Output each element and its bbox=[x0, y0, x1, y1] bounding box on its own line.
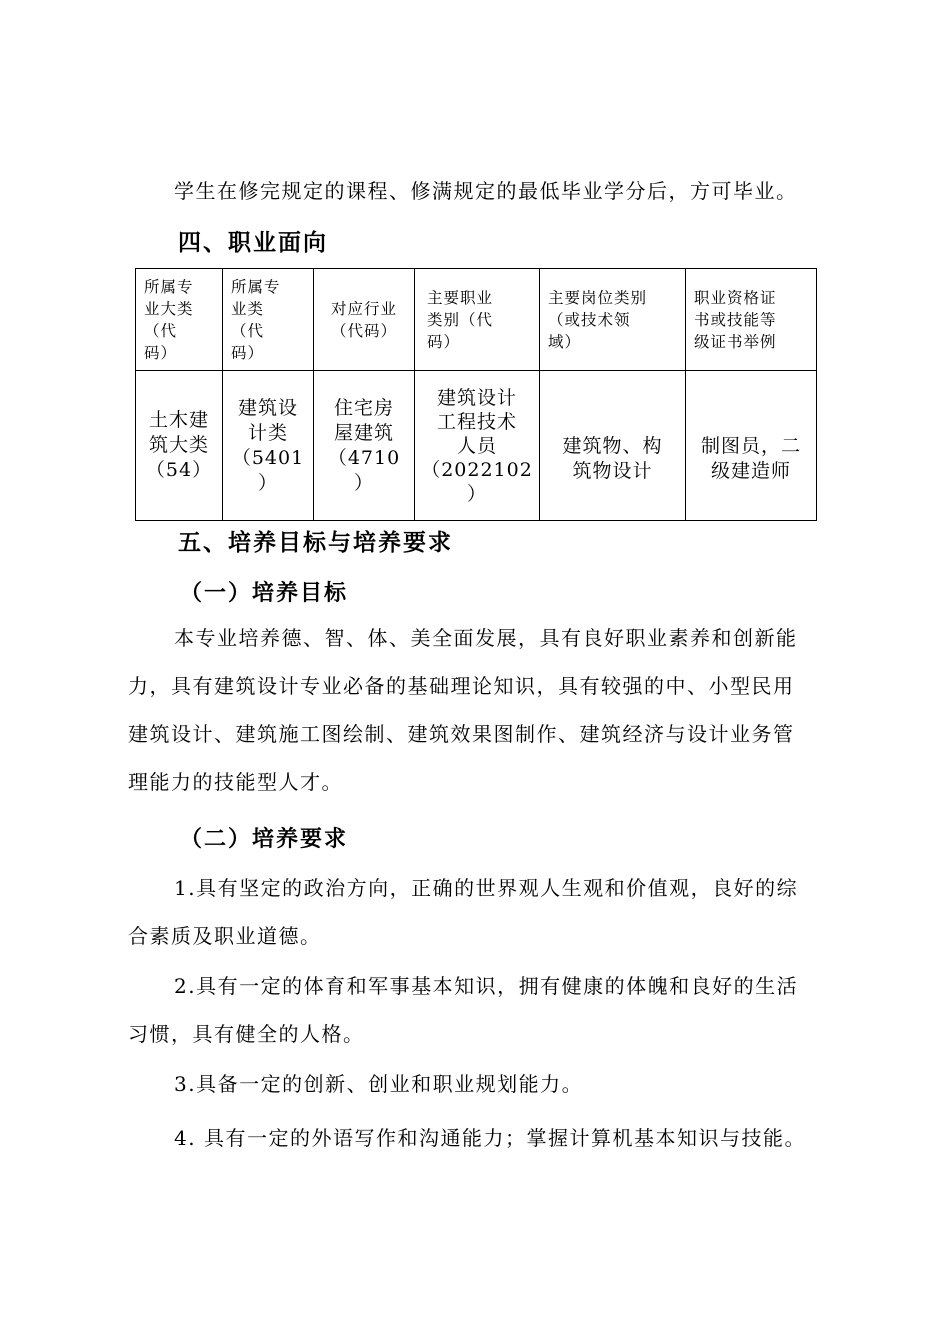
table-header-row bbox=[136, 269, 817, 371]
cell-job-category: 建筑物、构 筑物设计 bbox=[540, 371, 686, 521]
subsection-heading-training-requirements: （二）培养要求 bbox=[180, 827, 349, 852]
paragraph-line: 本专业培养德、智、体、美全面发展，具有良好职业素养和创新能 bbox=[174, 626, 798, 650]
paragraph-line: 习惯，具有健全的人格。 bbox=[128, 1022, 365, 1046]
paragraph-line: 3.具备一定的创新、创业和职业规划能力。 bbox=[174, 1072, 584, 1096]
paragraph-line: 2.具有一定的体育和军事基本知识，拥有健康的体魄和良好的生活 bbox=[174, 974, 799, 998]
paragraph-line: 合素质及职业道德。 bbox=[128, 924, 322, 948]
header-cell-occupation: 主要职业 类别（代 码） bbox=[415, 269, 540, 371]
graduation-requirement-paragraph bbox=[128, 167, 828, 215]
requirement-1-paragraph bbox=[128, 864, 828, 960]
requirement-4-paragraph bbox=[128, 1114, 828, 1162]
header-cell-industry: 对应行业 （代码） bbox=[314, 269, 415, 371]
table-row bbox=[136, 371, 817, 521]
paragraph-line: 建筑设计、建筑施工图绘制、建筑效果图制作、建筑经济与设计业务管 bbox=[128, 722, 795, 746]
cell-industry: 住宅房 屋建筑 （4710 ） bbox=[314, 371, 415, 521]
header-cell-certificate: 职业资格证 书或技能等 级证书举例 bbox=[686, 269, 817, 371]
section-heading-career-orientation: 四、职业面向 bbox=[178, 230, 328, 256]
career-orientation-table bbox=[135, 268, 817, 521]
cell-certificate: 制图员，二 级建造师 bbox=[686, 371, 817, 521]
paragraph-line: 力，具有建筑设计专业必备的基础理论知识，具有较强的中、小型民用 bbox=[128, 674, 795, 698]
paragraph-line: 4. 具有一定的外语写作和沟通能力；掌握计算机基本知识与技能。 bbox=[174, 1126, 806, 1150]
cell-major-category: 土木建 筑大类 （54） bbox=[136, 371, 223, 521]
cell-major-class: 建筑设 计类 （5401 ） bbox=[223, 371, 314, 521]
header-cell-major-class: 所属专 业类 （代 码） bbox=[223, 269, 314, 371]
training-goal-paragraph bbox=[128, 614, 828, 806]
paragraph-line: 理能力的技能型人才。 bbox=[128, 770, 343, 794]
requirement-2-paragraph bbox=[128, 962, 828, 1058]
requirement-3-paragraph bbox=[128, 1060, 828, 1108]
header-cell-major-category: 所属专 业大类 （代 码） bbox=[136, 269, 223, 371]
subsection-heading-training-goals: （一）培养目标 bbox=[180, 581, 349, 606]
paragraph-line: 1.具有坚定的政治方向，正确的世界观人生观和价值观，良好的综 bbox=[174, 876, 799, 900]
paragraph-line: 学生在修完规定的课程、修满规定的最低毕业学分后，方可毕业。 bbox=[174, 179, 798, 203]
section-heading-training-goals-requirements: 五、培养目标与培养要求 bbox=[178, 530, 453, 556]
cell-occupation: 建筑设计 工程技术 人员 （2022102 ） bbox=[415, 371, 540, 521]
header-cell-job-category: 主要岗位类别 （或技术领 域） bbox=[540, 269, 686, 371]
